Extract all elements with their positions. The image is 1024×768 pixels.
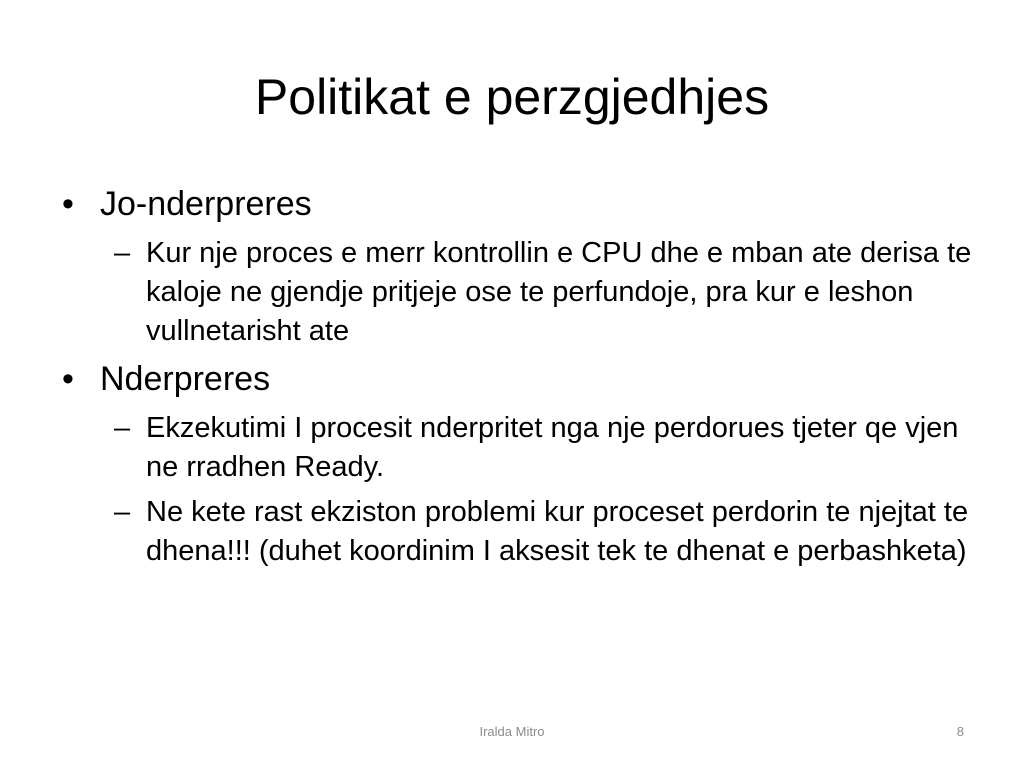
sub-bullet-item [62,493,972,571]
bullet-text: Jo-nderpreres [100,185,312,223]
sub-bullet-item [62,409,972,487]
dash-icon: – [114,412,131,444]
dash-icon: – [114,237,131,269]
page-number: 8 [956,724,964,739]
sub-bullet-list [62,409,972,571]
sub-bullet-text: Kur nje proces e merr kontrollin e CPU dhe e mban ate derisa te kaloje ne gjendje pritjeje ose te perfundoje, pra kur e leshon vullnetarisht ate [146,237,972,347]
slide-title: Politikat e perzgjedhjes [254,69,770,125]
bullet-item-jo-nderpreres [62,182,972,226]
sub-bullet-list [62,234,972,351]
bullet-icon: • [62,360,74,398]
bullet-item-nderpreres [62,357,972,401]
sub-bullet-item [62,234,972,351]
bullet-icon: • [62,185,74,223]
footer-author: Iralda Mitro [479,724,545,739]
bullet-text: Nderpreres [100,360,271,398]
sub-bullet-text: Ne kete rast ekziston problemi kur proceset perdorin te njejtat te dhena!!! (duhet koordinim I aksesit tek te dhenat e perbashketa) [146,496,969,567]
bullet-list [62,182,972,577]
sub-bullet-text: Ekzekutimi I procesit nderpritet nga nje perdorues tjeter qe vjen ne rradhen Ready. [146,412,959,483]
dash-icon: – [114,496,131,528]
